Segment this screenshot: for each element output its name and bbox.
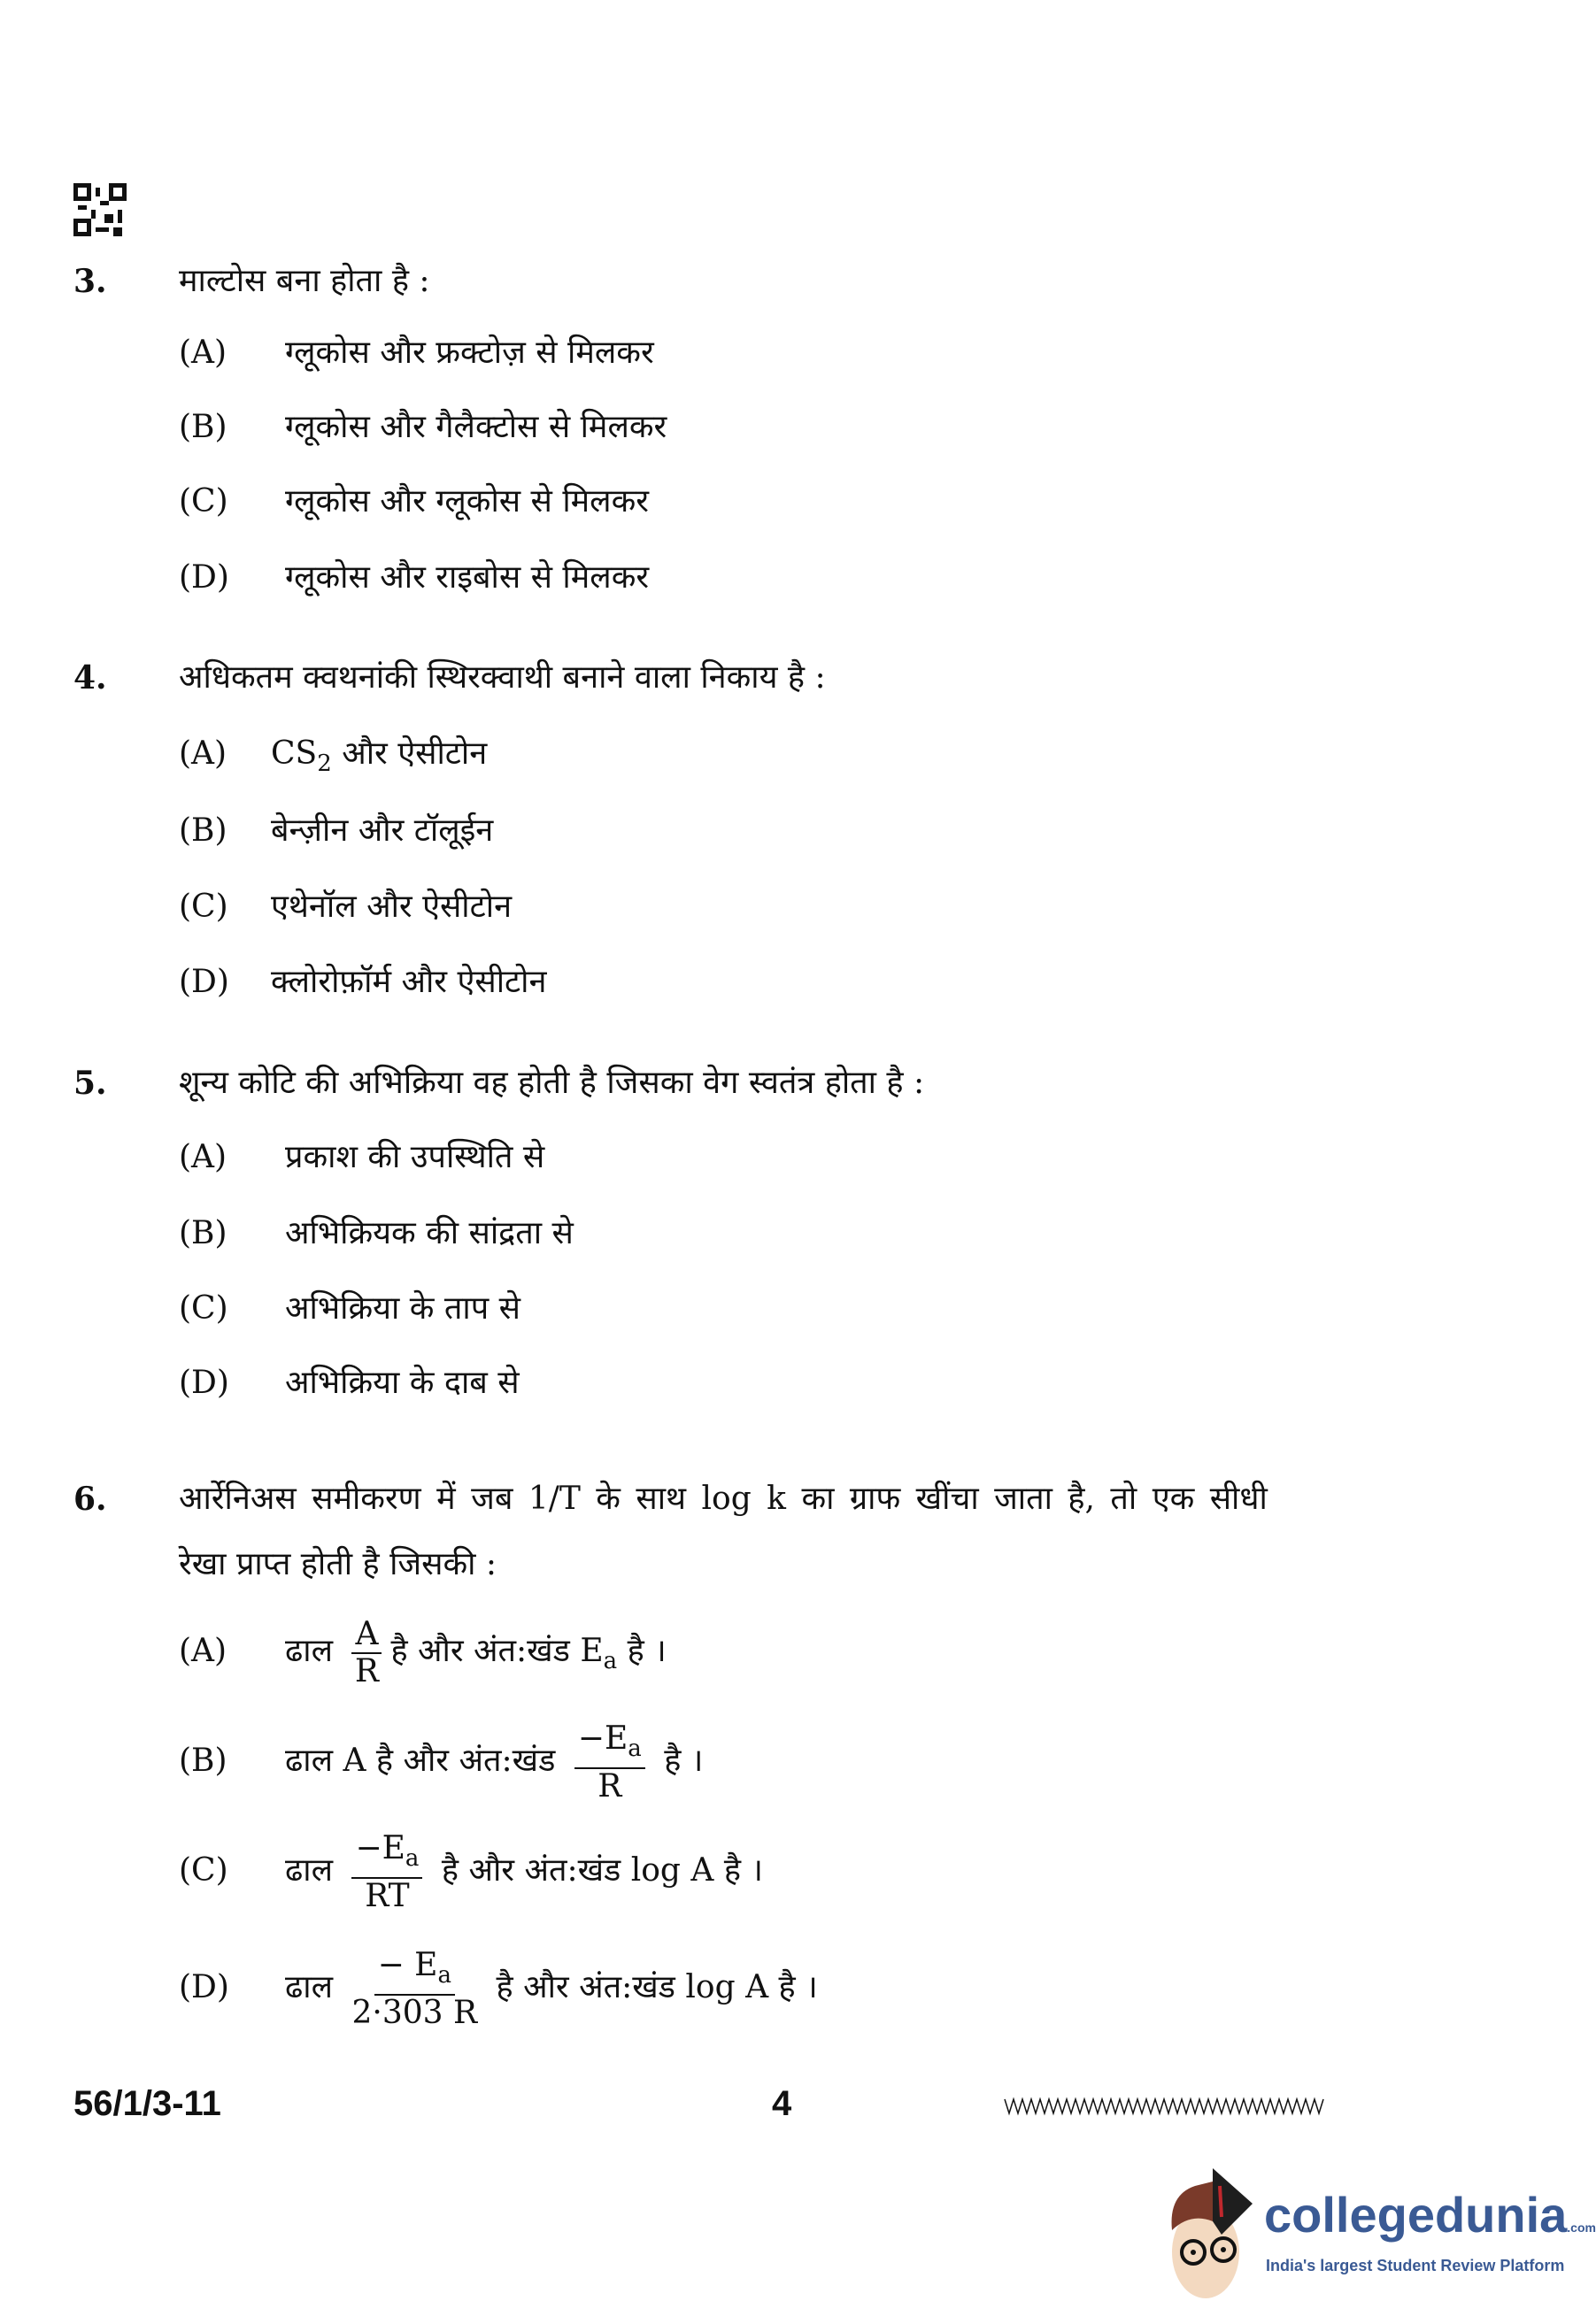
qr-code-icon (73, 183, 127, 236)
option-text: प्रकाश की उपस्थिति से (285, 1139, 545, 1175)
numerator (351, 1831, 422, 1878)
slope-word: ढाल (285, 1969, 334, 2005)
subscript: a (405, 1845, 420, 1873)
slope-word: ढाल (285, 1743, 334, 1779)
option-text: बेन्ज़ीन और टॉलूईन (271, 812, 494, 849)
option-label: (A) (179, 1633, 227, 1669)
option-text: ग्लूकोस और राइबोस से मिलकर (285, 559, 650, 596)
option-text-rest: और ऐसीटोन (331, 735, 488, 772)
numerator-text: − E (377, 1947, 438, 1984)
fraction (351, 1831, 422, 1913)
option-label: (C) (179, 483, 228, 519)
option-text: अभिक्रियक की सांद्रता से (285, 1215, 574, 1251)
question-number: 6. (73, 1481, 107, 1518)
option-text-end: है । (617, 1633, 667, 1669)
question-number: 3. (73, 263, 107, 300)
numerator: A (351, 1617, 382, 1654)
slope-word: ढाल (285, 1852, 334, 1889)
option-text: अभिक्रिया के दाब से (285, 1365, 520, 1401)
option-text: ग्लूकोस और ग्लूकोस से मिलकर (285, 483, 649, 519)
numerator (374, 1948, 455, 1995)
option-label: (D) (179, 1365, 229, 1401)
option-text: ग्लूकोस और गैलैक्टोस से मिलकर (285, 409, 667, 445)
option-label: (B) (179, 1743, 227, 1779)
option-label: (B) (179, 812, 227, 849)
collegedunia-watermark (1160, 2168, 1596, 2301)
fraction (351, 1617, 382, 1689)
paper-code: 56/1/3-11 (73, 2084, 221, 2123)
brand-suffix: .com (1567, 2220, 1596, 2235)
option-label: (D) (179, 1969, 229, 2005)
subscript: a (437, 1962, 451, 1989)
fraction (351, 1948, 477, 2030)
fraction (574, 1721, 645, 1804)
option-text (285, 1828, 763, 1914)
question-text-line1: आर्रेनिअस समीकरण में जब 1/T के साथ log k का ग्राफ खींचा जाता है, तो एक सीधी (179, 1481, 1268, 1517)
numerator-text: −E (355, 1830, 405, 1867)
option-text: एथेनॉल और ऐसीटोन (271, 889, 513, 925)
option-text (285, 1719, 703, 1805)
option-label: (C) (179, 1290, 228, 1327)
slope-word: ढाल (285, 1633, 334, 1669)
brand-name (1264, 2186, 1596, 2243)
option-label: (A) (179, 735, 227, 772)
option-label: (D) (179, 559, 229, 596)
option-text-end: है और अंत:खंड log A है । (441, 1852, 764, 1889)
option-label: (D) (179, 964, 229, 1000)
option-text-mid: है और अंत:खंड E (390, 1633, 604, 1669)
brand-text: collegedunia (1264, 2187, 1568, 2243)
question-text: अधिकतम क्वथनांकी स्थिरक्वाथी बनाने वाला निकाय है : (179, 659, 826, 696)
option-label: (A) (179, 1139, 227, 1175)
option-text: ग्लूकोस और फ्रक्टोज़ से मिलकर (285, 335, 654, 371)
option-label: (C) (179, 1852, 228, 1889)
option-text (285, 1945, 818, 2031)
question-text-line2: रेखा प्राप्त होती है जिसकी : (179, 1546, 497, 1582)
denominator: R (354, 1653, 380, 1689)
denominator: RT (365, 1877, 410, 1914)
subscript: 2 (317, 750, 332, 778)
question-text: शून्य कोटि की अभिक्रिया वह होती है जिसका वेग स्वतंत्र होता है : (179, 1065, 925, 1101)
subscript: a (603, 1648, 618, 1675)
option-text: क्लोरोफ़ॉर्म और ऐसीटोन (271, 964, 547, 1000)
wavy-line-decoration (1005, 2097, 1325, 2115)
option-label: (B) (179, 1215, 227, 1251)
option-label: (B) (179, 409, 227, 445)
formula: CS (271, 735, 318, 772)
brand-tagline: India's largest Student Review Platform (1266, 2257, 1565, 2274)
denominator: R (598, 1767, 622, 1805)
question-number: 4. (73, 659, 107, 696)
option-label: (C) (179, 889, 228, 925)
option-label: (A) (179, 335, 227, 371)
numerator-text: −E (577, 1720, 628, 1758)
mascot-icon (1160, 2168, 1261, 2301)
option-text-end: है और अंत:खंड log A है । (496, 1969, 818, 2005)
option-text-end: है । (664, 1743, 704, 1779)
question-number: 5. (73, 1065, 107, 1102)
page-number: 4 (772, 2084, 792, 2123)
numerator (574, 1721, 645, 1768)
question-text: माल्टोस बना होता है : (179, 263, 430, 299)
option-text: अभिक्रिया के ताप से (285, 1290, 520, 1327)
denominator: 2·303 R (351, 1994, 478, 2031)
option-text (271, 735, 487, 783)
option-text-mid: A है और अंत:खंड (343, 1743, 556, 1779)
option-text (285, 1609, 667, 1704)
subscript: a (628, 1735, 642, 1763)
